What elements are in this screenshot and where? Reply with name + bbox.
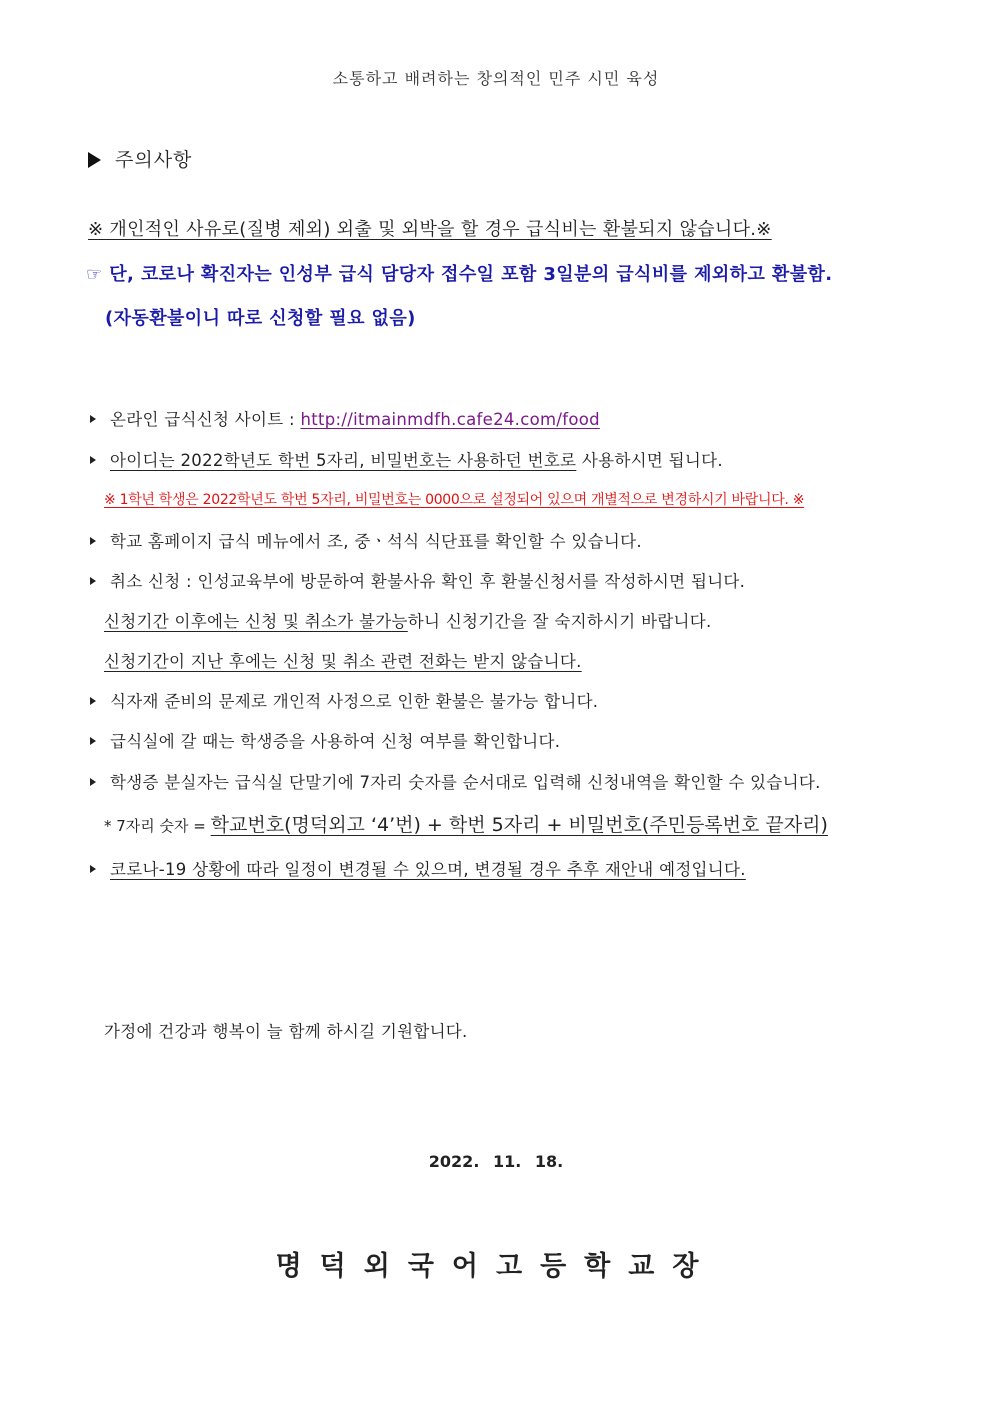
bullet-icon bbox=[90, 778, 96, 786]
auto-refund-note: (자동환불이니 따로 신청할 필요 없음) bbox=[105, 308, 416, 329]
login-info: 아이디는 2022학년도 학번 5자리, 비밀번호는 사용하던 번호로 bbox=[110, 451, 577, 470]
list-item-cancel bbox=[90, 568, 745, 592]
section-title: 주의사항 bbox=[115, 149, 193, 171]
login-info-rest: 사용하시면 됩니다. bbox=[576, 451, 723, 470]
site-label: 온라인 급식신청 사이트 : bbox=[110, 410, 301, 429]
freshman-password-note: ※ 1학년 학생은 2022학년도 학번 5자리, 비밀번호는 0000으로 설정되어 있으며 개별적으로 변경하시기 바랍니다. ※ bbox=[104, 492, 805, 508]
cancel-info: 취소 신청 : 인성교육부에 방문하여 환불사유 확인 후 환불신청서를 작성하시면 됩니다. bbox=[110, 572, 746, 591]
bullet-icon bbox=[90, 456, 96, 464]
covid-schedule-info: 코로나-19 상황에 따라 일정이 변경될 수 있으며, 변경될 경우 추후 재안내 예정입니다. bbox=[110, 860, 746, 879]
bullet-icon bbox=[90, 865, 96, 873]
refund-warning: ※ 개인적인 사유로(질병 제외) 외출 및 외박을 할 경우 급식비는 환불되지 않습니다.※ bbox=[88, 219, 772, 240]
bullet-icon bbox=[90, 737, 96, 745]
no-calls-note: 신청기간이 지난 후에는 신청 및 취소 관련 전화는 받지 않습니다. bbox=[104, 652, 582, 671]
list-item-student-id bbox=[90, 728, 560, 752]
principal-signature: 명덕외국어고등학교장 bbox=[275, 1251, 717, 1282]
bullet-icon bbox=[90, 577, 96, 585]
list-item-ingredients bbox=[90, 688, 598, 712]
issue-date: 2022. 11. 18. bbox=[428, 1152, 564, 1171]
list-item-lost-card bbox=[90, 769, 821, 793]
covid-refund-notice: ☞ 단, 코로나 확진자는 인성부 급식 담당자 접수일 포함 3일분의 급식비를 제외하고 환불함. bbox=[86, 264, 833, 285]
lost-card-info: 학생증 분실자는 급식실 단말기에 7자리 숫자를 순서대로 입력해 신청내역을 확인할 수 있습니다. bbox=[110, 773, 821, 792]
list-item-login bbox=[90, 447, 723, 471]
food-site-link[interactable]: http://itmainmdfh.cafe24.com/food bbox=[300, 410, 600, 429]
formula-lead: * 7자리 숫자 = bbox=[104, 817, 211, 835]
list-item-menu bbox=[90, 528, 642, 552]
triangle-bullet-icon bbox=[88, 152, 101, 168]
formula-main: 학교번호(명덕외고 ‘4’번) + 학번 5자리 + 비밀번호(주민등록번호 끝자리) bbox=[210, 814, 828, 836]
period-warning: 신청기간 이후에는 신청 및 취소가 불가능 bbox=[104, 612, 408, 631]
bullet-icon bbox=[90, 415, 96, 423]
list-item-covid-schedule bbox=[90, 856, 746, 880]
seven-digit-formula bbox=[104, 810, 828, 837]
bullet-icon bbox=[90, 537, 96, 545]
bullet-icon bbox=[90, 697, 96, 705]
list-item-site bbox=[90, 406, 600, 430]
ingredients-info: 식자재 준비의 문제로 개인적 사정으로 인한 환불은 불가능 합니다. bbox=[110, 692, 599, 711]
school-motto: 소통하고 배려하는 창의적인 민주 시민 육성 bbox=[332, 69, 660, 88]
period-note bbox=[104, 608, 712, 632]
closing-greeting: 가정에 건강과 행복이 늘 함께 하시길 기원합니다. bbox=[104, 1022, 468, 1041]
section-heading bbox=[88, 145, 192, 172]
menu-info: 학교 홈페이지 급식 메뉴에서 조, 중ㆍ석식 식단표를 확인할 수 있습니다. bbox=[110, 532, 642, 551]
student-id-info: 급식실에 갈 때는 학생증을 사용하여 신청 여부를 확인합니다. bbox=[110, 732, 561, 751]
period-warning-rest: 하니 신청기간을 잘 숙지하시기 바랍니다. bbox=[407, 612, 712, 631]
